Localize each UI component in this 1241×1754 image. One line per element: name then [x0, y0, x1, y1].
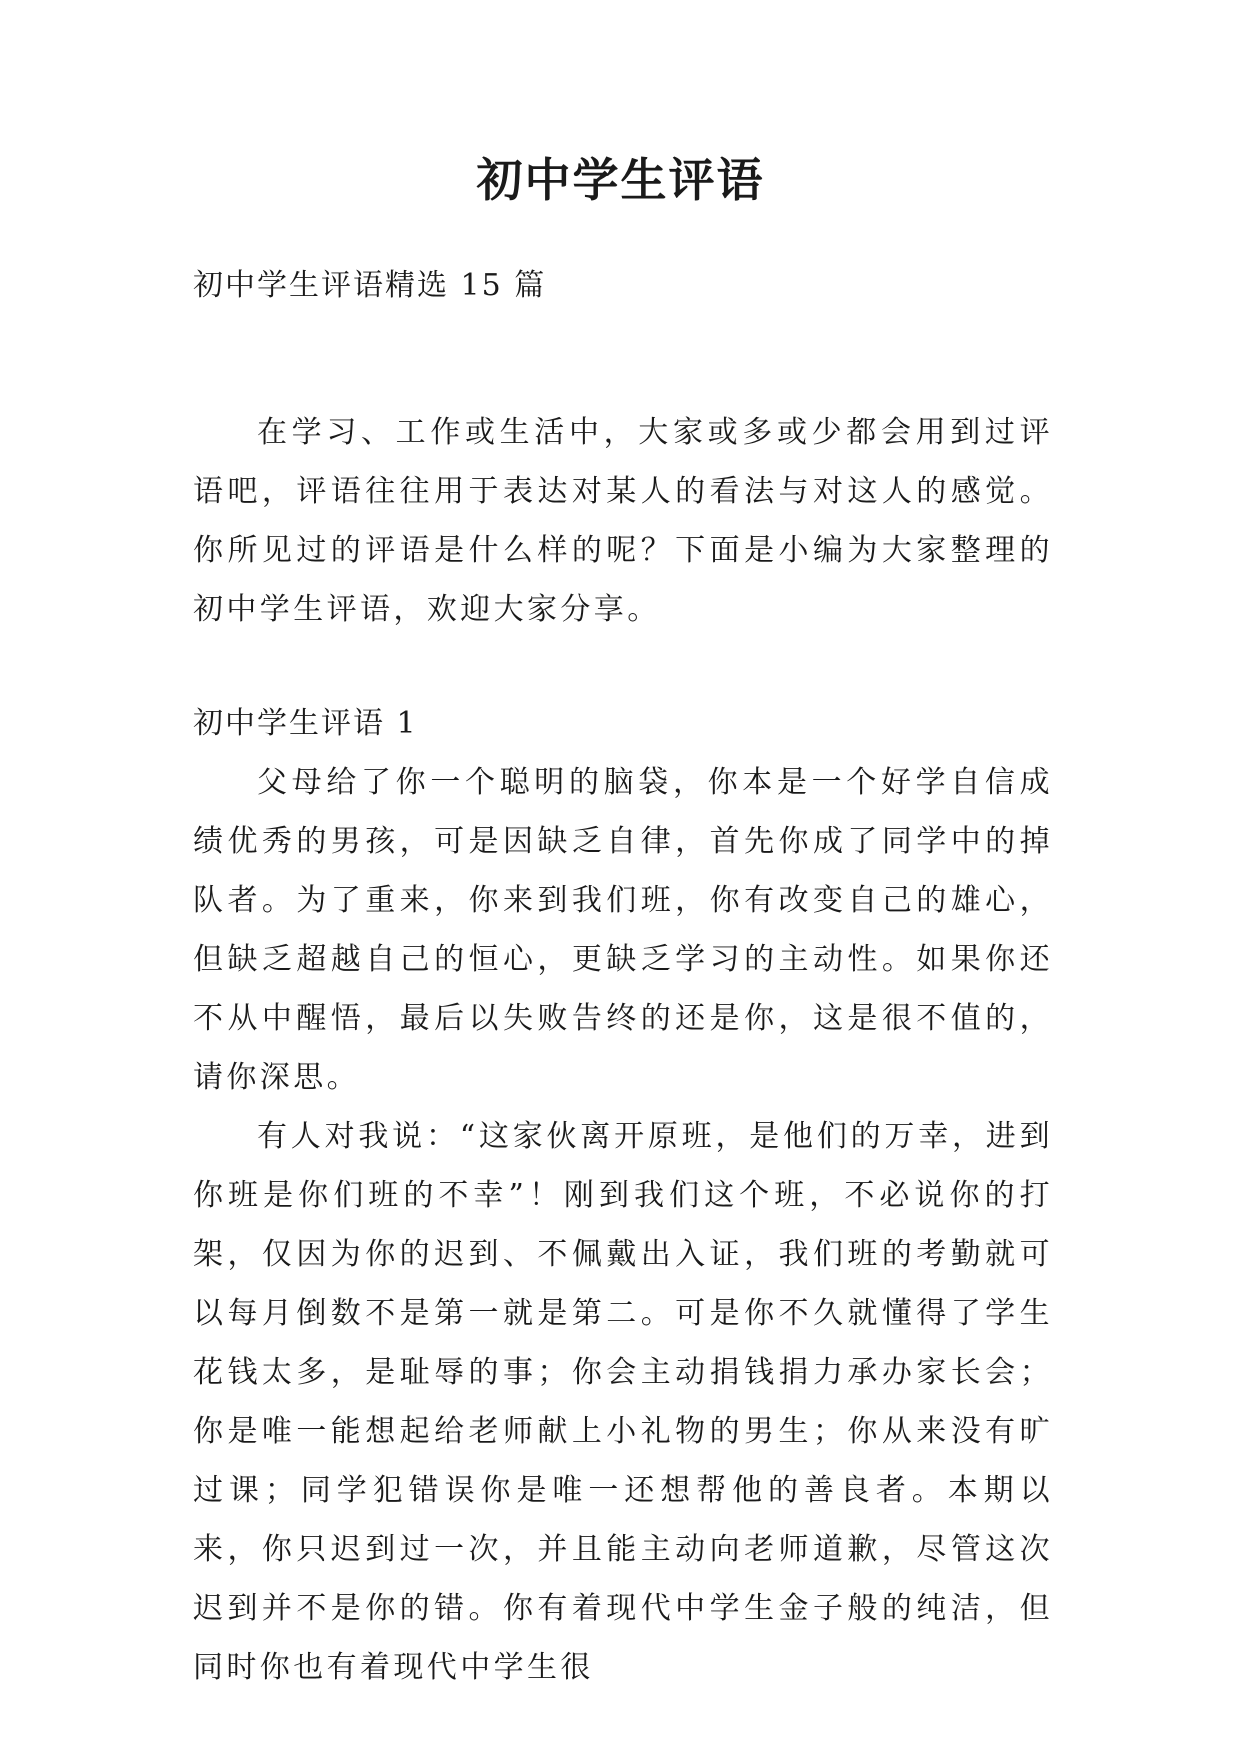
document-subtitle: 初中学生评语精选 15 篇: [193, 268, 547, 303]
document-title: 初中学生评语: [476, 153, 765, 207]
section-paragraph: 有人对我说：“这家伙离开原班，是他们的万幸，进到你班是你们班的不幸”！刚到我们这个班，不必说你的打架，仅因为你的迟到、不佩戴出入证，我们班的考勤就可以每月倒数不是第一就是第二。可是你不久就懂得了学生花钱太多，是耻辱的事；你会主动捐钱捐力承办家长会；你是唯一能想起给老师献上小礼物的男生；你从来没有旷过课；同学犯错误你是唯一还想帮他的善良者。本期以来，你只迟到过一次，并且能主动向老师道歉，尽管这次迟到并不是你的错。你有着现代中学生金子般的纯洁，但同时你也有着现代中学生很: [193, 1119, 1053, 1685]
intro-block: [193, 403, 1053, 639]
section-body: [193, 753, 1053, 1697]
section-heading: 初中学生评语 1: [193, 706, 418, 741]
intro-paragraph: 在学习、工作或生活中，大家或多或少都会用到过评语吧，评语往往用于表达对某人的看法与对这人的感觉。你所见过的评语是什么样的呢？下面是小编为大家整理的初中学生评语，欢迎大家分享。: [193, 415, 1053, 627]
section-paragraph: 父母给了你一个聪明的脑袋，你本是一个好学自信成绩优秀的男孩，可是因缺乏自律，首先你成了同学中的掉队者。为了重来，你来到我们班，你有改变自己的雄心，但缺乏超越自己的恒心，更缺乏学习的主动性。如果你还不从中醒悟，最后以失败告终的还是你，这是很不值的，请你深思。: [193, 765, 1053, 1095]
